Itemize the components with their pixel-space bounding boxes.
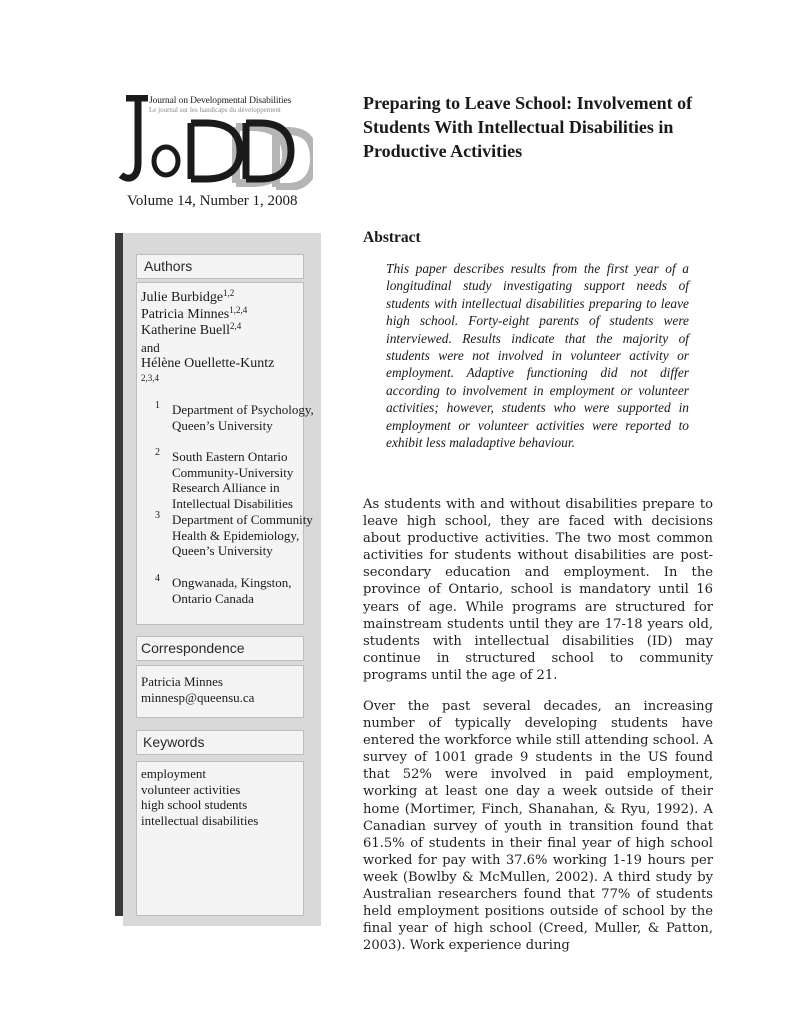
- correspondence-heading: Correspondence: [141, 640, 245, 656]
- keyword: intellectual disabilities: [141, 812, 259, 828]
- authors-box: Julie Burbidge$^{1,2}$ Patricia Minnes$^{1,2,4}$ Katherine Buell$^{2,4}$ and Hélène Ouellette-Kuntz 2,3,4 1 Department of Psychology, Queen’s University 2 South Eastern Ontario Community-University Research Alliance in Intellectual Disabilities 3 Department of Community Health & Epidemiology, Queen’s University 4 Ongwanada, Kingston, Ontario Canada: [136, 282, 304, 625]
- journal-name-fr: Le journal sur les handicaps du développement: [149, 106, 281, 114]
- author-3: Katherine Buell$^{2,4}$: [141, 321, 242, 338]
- authors-heading: Authors: [144, 258, 193, 274]
- correspondence-email[interactable]: minnesp@queensu.ca: [141, 689, 255, 705]
- keyword: high school students: [141, 797, 248, 812]
- correspondence-heading-box: [136, 636, 304, 661]
- keyword: volunteer activities: [141, 781, 241, 797]
- author-list: [141, 290, 301, 383]
- abstract-text: This paper describes results from the first year of a longitudinal study investigating support needs of students with intellectual disabilities preparing to leave high school. Forty-eight parents of students were interviewed. Results indicate that the majority of students were not involved in volunteer activity or employment. Adaptive functioning did not differ according to involvement in employment or volunteer activities; however, students who were supported in employment or volunteer activities were reported to exhibit less maladaptive behaviour.: [386, 261, 689, 451]
- abstract-heading: Abstract: [363, 229, 421, 246]
- correspondence-name: Patricia Minnes: [141, 674, 223, 689]
- body-paragraph-2: Over the past several decades, an increasing number of typically developing students have entered the workforce while still attending school. A survey of 1001 grade 9 students in the US found that 52% were involved in paid employment, working at least one day a week outside of their home (Mortimer, Finch, Shanahan, & Ryu, 1992). A Canadian survey of youth in transition found that 61.5% of students in their final year of high school worked for pay with 37.6% working 1-19 hours per week (Bowlby & McMullen, 2002). A third study by Australian researchers found that 77% of students held employment positions outside of school by the final year of high school (Creed, Muller, & Patton, 2003). Work experience during: [363, 699, 713, 954]
- author-1: Julie Burbidge$^{1,2}$: [141, 288, 235, 305]
- keywords-heading: Keywords: [143, 734, 205, 750]
- journal-logo: [118, 95, 313, 190]
- sidebar: [123, 233, 321, 926]
- keywords-list: [141, 766, 258, 828]
- keyword: employment: [141, 766, 206, 781]
- sidebar-shadow: [115, 233, 123, 916]
- correspondence-box: [136, 665, 304, 718]
- journal-name: Journal on Developmental Disabilities: [149, 96, 292, 106]
- author-4: Hélène Ouellette-Kuntz: [141, 356, 275, 371]
- keywords-box: [136, 761, 304, 916]
- authors-heading-box: [136, 254, 304, 279]
- volume-info: Volume 14, Number 1, 2008: [127, 193, 298, 209]
- keywords-heading-box: [136, 730, 304, 755]
- author-and: and: [141, 339, 160, 355]
- body-paragraph-1: As students with and without disabilities prepare to leave high school, they are faced with decisions about productive activities. The two most common activities for students without disabilities are post-secondary education and employment. In the province of Ontario, school is mandatory until 16 years of age. While programs are structured for mainstream students until they are 17-18 years old, students with intellectual disabilities (ID) may continue in structured school to community programs until the age of 21.: [363, 497, 713, 683]
- author-2: Patricia Minnes$^{1,2,4}$: [141, 304, 248, 322]
- article-title: Preparing to Leave School: Involvement of Students With Intellectual Disabilities in Productive Activities: [363, 93, 693, 161]
- author-4-sup: 2,3,4: [141, 372, 159, 383]
